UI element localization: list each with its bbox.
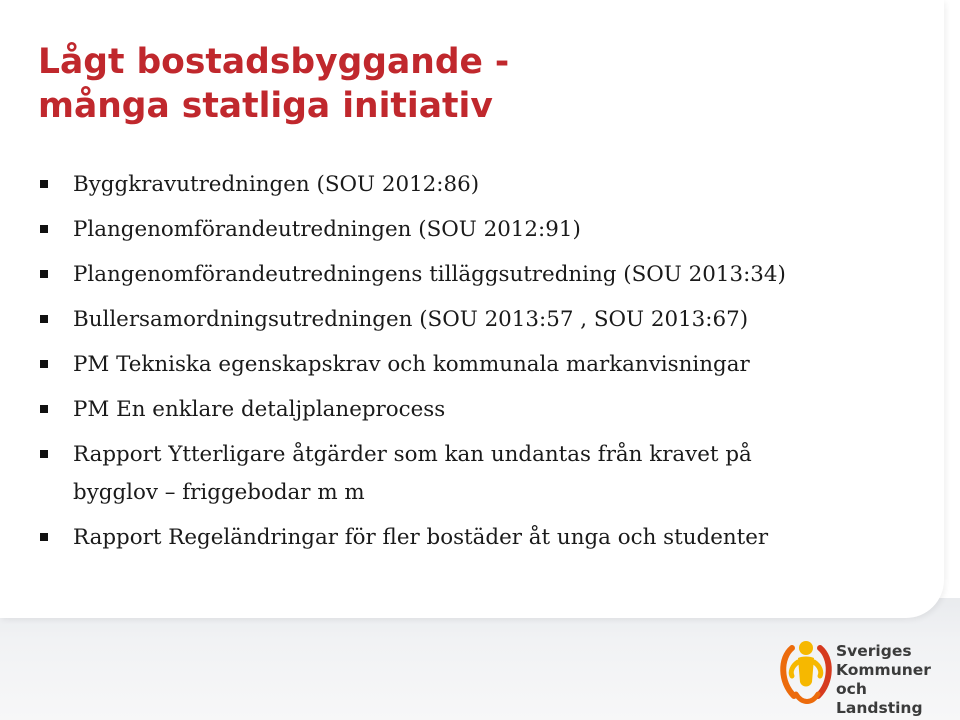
bullet-item <box>38 211 918 249</box>
bullet-text: Rapport Ytterligare åtgärder som kan undantas från kravet på <box>73 442 752 467</box>
bullet-item <box>38 519 918 557</box>
logo-line-1: Sveriges <box>836 642 912 660</box>
bullet-item <box>38 301 918 339</box>
bullet-item <box>38 436 918 512</box>
slide-title <box>38 40 509 128</box>
bullet-item <box>38 256 918 294</box>
square-bullet-icon <box>40 270 48 278</box>
square-bullet-icon <box>40 360 48 368</box>
slide-title-line-1: Lågt bostadsbyggande - <box>38 42 510 82</box>
square-bullet-icon <box>40 225 48 233</box>
bullet-text: PM Tekniska egenskapskrav och kommunala markanvisningar <box>73 352 750 377</box>
square-bullet-icon <box>40 315 48 323</box>
logo-line-3: och Landsting <box>836 680 923 717</box>
skl-figure-logo-icon <box>778 636 834 708</box>
bullet-item <box>38 346 918 384</box>
bullet-text: PM En enklare detaljplaneprocess <box>73 397 446 422</box>
slide-title-line-2: många statliga initiativ <box>38 86 493 126</box>
bullet-text: Bullersamordningsutredningen (SOU 2013:57 , SOU 2013:67) <box>73 307 749 332</box>
square-bullet-icon <box>40 405 48 413</box>
bullet-text-continuation: bygglov – friggebodar m m <box>73 480 365 505</box>
logo-line-2: Kommuner <box>836 661 931 679</box>
bullet-item <box>38 391 918 429</box>
bullet-text: Byggkravutredningen (SOU 2012:86) <box>73 172 480 197</box>
skl-logo <box>778 636 948 717</box>
bullet-text: Rapport Regeländringar för fler bostäder åt unga och studenter <box>73 525 769 550</box>
skl-logo-text <box>836 642 948 718</box>
square-bullet-icon <box>40 180 48 188</box>
bullet-text: Plangenomförandeutredningen (SOU 2012:91) <box>73 217 581 242</box>
bullet-text: Plangenomförandeutredningens tilläggsutredning (SOU 2013:34) <box>73 262 786 287</box>
bullet-item <box>38 166 918 204</box>
square-bullet-icon <box>40 450 48 458</box>
bullet-list <box>38 166 918 564</box>
square-bullet-icon <box>40 533 48 541</box>
